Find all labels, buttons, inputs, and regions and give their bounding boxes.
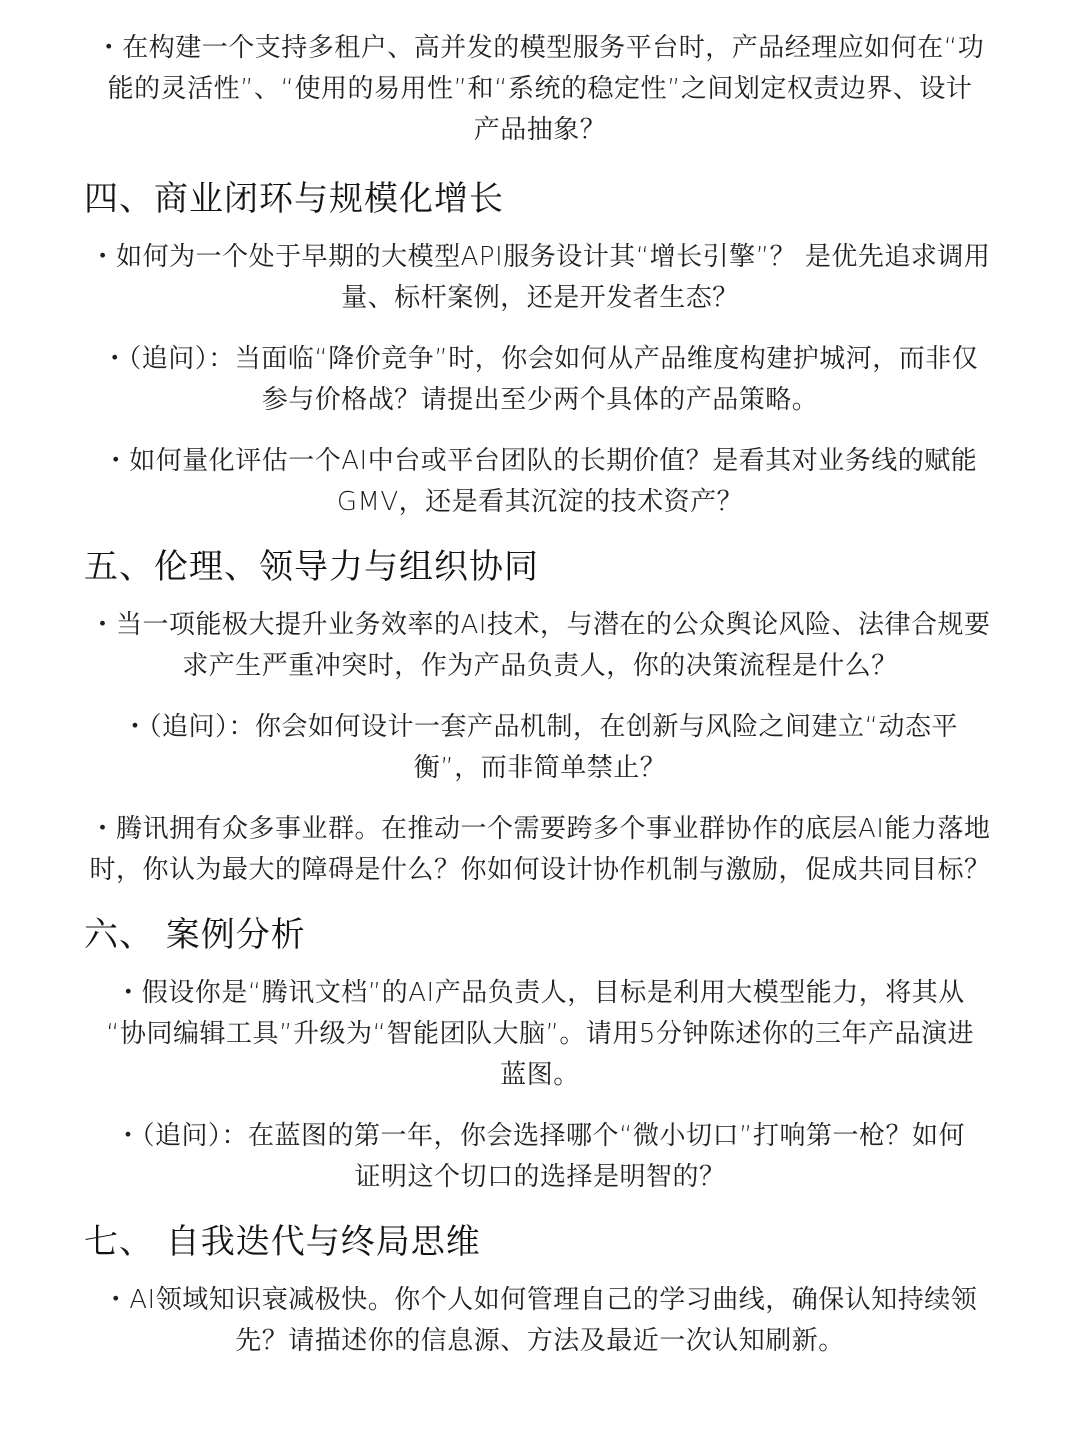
paragraph-growth-engine bbox=[40, 237, 1040, 319]
text-line: ・腾讯拥有众多事业群。在推动一个需要跨多个事业群协作的底层AI能力落地 bbox=[89, 814, 991, 844]
section-heading-7: 七、 自我迭代与终局思维 bbox=[84, 1222, 481, 1262]
text-line: 能的灵活性”、“使用的易用性”和“系统的稳定性”之间划定权责边界、设计 bbox=[107, 74, 973, 104]
text-line: 求产生严重冲突时，作为产品负责人，你的决策流程是什么？ bbox=[182, 651, 898, 681]
paragraph-dynamic-balance bbox=[40, 707, 1040, 789]
paragraph-cross-bg-collaboration bbox=[40, 809, 1040, 891]
paragraph-platform-boundaries bbox=[40, 28, 1040, 151]
text-line: ・（追问）：在蓝图的第一年，你会选择哪个“微小切口”打响第一枪？如何 bbox=[115, 1121, 965, 1151]
text-line: “协同编辑工具”升级为“智能团队大脑”。请用5分钟陈述你的三年产品演进 bbox=[106, 1019, 974, 1049]
paragraph-tencent-docs-case bbox=[40, 973, 1040, 1096]
paragraph-learning-curve bbox=[40, 1280, 1040, 1362]
paragraph-first-year-wedge bbox=[40, 1116, 1040, 1198]
text-line: 先？请描述你的信息源、方法及最近一次认知刷新。 bbox=[235, 1326, 845, 1356]
paragraph-platform-value bbox=[40, 441, 1040, 523]
text-line: ・在构建一个支持多租户、高并发的模型服务平台时，产品经理应如何在“功 bbox=[95, 33, 985, 63]
text-line: ・如何量化评估一个AI中台或平台团队的长期价值？是看其对业务线的赋能 bbox=[102, 446, 978, 476]
text-line: ・当一项能极大提升业务效率的AI技术，与潜在的公众舆论风险、法律合规要 bbox=[89, 610, 991, 640]
text-line: 产品抽象？ bbox=[473, 115, 607, 145]
text-line: 蓝图。 bbox=[500, 1060, 580, 1090]
text-line: ・（追问）：你会如何设计一套产品机制，在创新与风险之间建立“动态平 bbox=[122, 712, 958, 742]
text-line: ・AI领域知识衰减极快。你个人如何管理自己的学习曲线，确保认知持续领 bbox=[102, 1285, 978, 1315]
text-line: GMV，还是看其沉淀的技术资产？ bbox=[336, 487, 744, 517]
text-line: 衡”，而非简单禁止？ bbox=[413, 753, 667, 783]
text-line: ・如何为一个处于早期的大模型API服务设计其“增长引擎”？ 是优先追求调用 bbox=[89, 242, 991, 272]
text-line: 时，你认为最大的障碍是什么？你如何设计协作机制与激励，促成共同目标？ bbox=[89, 855, 991, 885]
paragraph-price-competition bbox=[40, 339, 1040, 421]
section-heading-4: 四、商业闭环与规模化增长 bbox=[84, 179, 504, 219]
text-line: ・（追问）：当面临“降价竞争”时，你会如何从产品维度构建护城河，而非仅 bbox=[101, 344, 979, 374]
text-line: ・假设你是“腾讯文档”的AI产品负责人，目标是利用大模型能力，将其从 bbox=[115, 978, 965, 1008]
paragraph-ethics-conflict bbox=[40, 605, 1040, 687]
section-heading-6: 六、 案例分析 bbox=[84, 915, 306, 955]
text-line: 证明这个切口的选择是明智的？ bbox=[354, 1162, 726, 1192]
text-line: 参与价格战？请提出至少两个具体的产品策略。 bbox=[261, 385, 819, 415]
text-line: 量、标杆案例，还是开发者生态？ bbox=[341, 283, 739, 313]
section-heading-5: 五、伦理、领导力与组织协同 bbox=[84, 547, 539, 587]
